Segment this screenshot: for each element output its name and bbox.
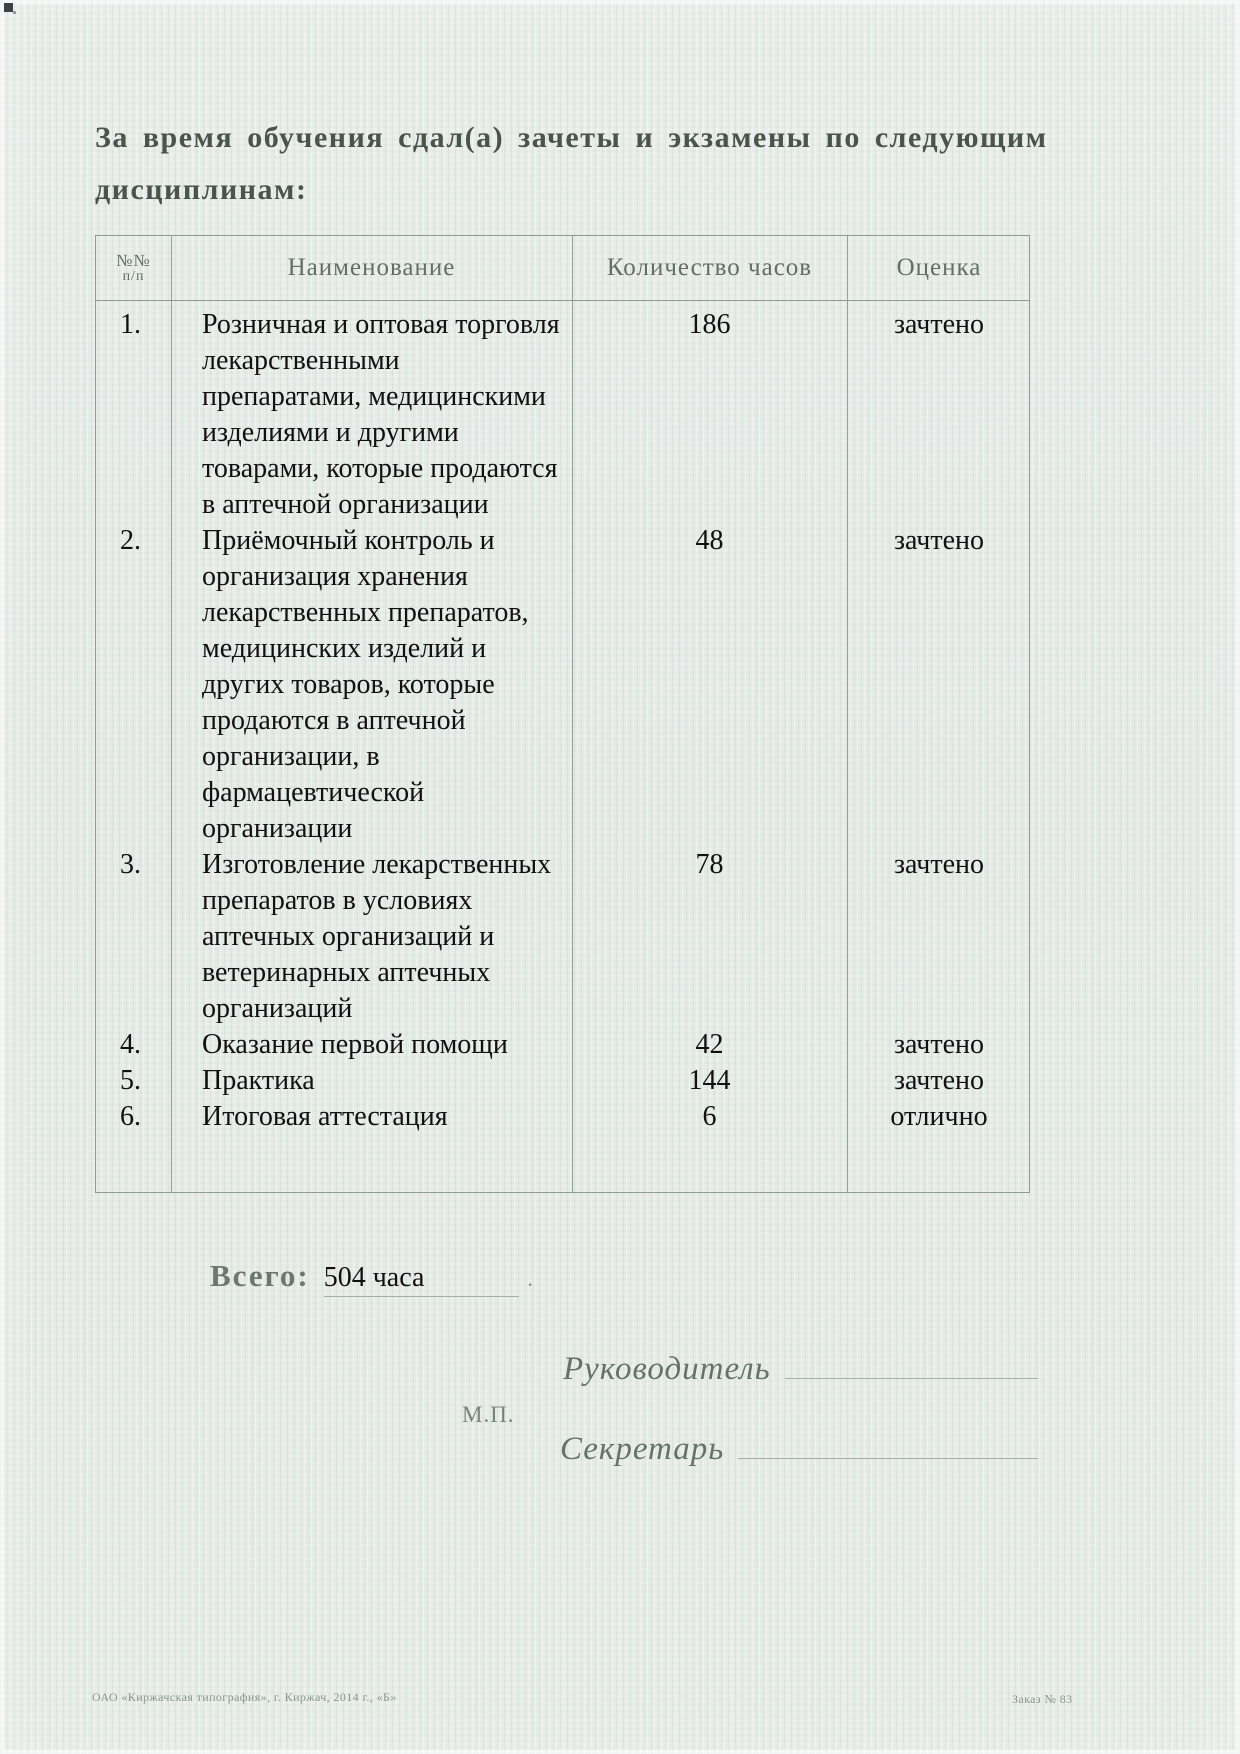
row-grade-cell: отлично [890,1101,988,1132]
row-hours-cell: 144 [688,1065,731,1096]
row-grade-cell: зачтено [893,309,985,340]
row-subject-cell: Оказание первой помощи [202,1029,508,1060]
total-row [210,1258,533,1297]
header-number [96,252,171,285]
total-value: 504 часа [324,1262,520,1297]
intro-text [95,112,1055,216]
row-number-cell: 1. [120,309,141,340]
secretary-label: Секретарь [560,1431,725,1467]
header-number-top: №№ [116,250,151,270]
row-hours-cell: 78 [695,849,724,880]
table-row [96,307,1029,523]
table-row [96,523,1029,847]
secretary-signature-row [560,1424,1038,1468]
row-subject-cell: Розничная и оптовая торговля лекарственными препаратами, медицинскими изделиями и другими товарами, которые продаются в аптечной организации [202,309,560,520]
row-number-cell: 4. [120,1029,141,1060]
row-number-cell: 6. [120,1101,141,1132]
header-name: Наименование [287,254,456,281]
total-label: Всего: [210,1258,310,1293]
total-end-mark: . [527,1266,533,1291]
table-body [96,300,1029,1135]
column-divider [847,236,848,1192]
header-number-bottom: п/п [122,268,145,284]
director-signature-line [785,1344,1038,1379]
table-row [96,1099,1029,1135]
row-subject-cell: Практика [202,1065,315,1096]
header-divider [96,300,1029,301]
row-subject-cell: Итоговая аттестация [202,1101,448,1132]
table-header-row [96,236,1029,300]
stamp-placeholder: М.П. [462,1402,515,1427]
table-row [96,1027,1029,1063]
row-subject-cell: Изготовление лекарственных препаратов в условиях аптечных организаций и ветеринарных аптечных организаций [202,849,552,1024]
row-grade-cell: зачтено [893,849,985,880]
director-signature-row [563,1344,1038,1388]
header-hours: Количество часов [606,254,813,281]
row-hours-cell: 48 [695,525,724,556]
table-row [96,1063,1029,1099]
row-subject-cell: Приёмочный контроль и организация хранения лекарственных препаратов, медицинских изделий и других товаров, которые продаются в аптечной организации, в фармацевтической организации [202,525,529,844]
row-grade-cell: зачтено [893,1029,985,1060]
header-grade: Оценка [896,254,982,281]
column-divider [171,236,172,1192]
row-hours-cell: 186 [688,309,731,340]
intro-line-2: дисциплинам: [95,173,308,206]
imprint-printer: ОАО «Киржачская типография», г. Киржач, 2014 г., «Б» [92,1690,397,1704]
row-hours-cell: 6 [702,1101,717,1132]
imprint-order: Заказ № 83 [1012,1692,1073,1706]
secretary-signature-line [738,1424,1038,1459]
column-divider [572,236,573,1192]
row-hours-cell: 42 [695,1029,724,1060]
table-row [96,847,1029,1027]
grades-table [95,235,1030,1193]
intro-line-1: За время обучения сдал(а) зачеты и экзамены по следующим [95,121,1048,154]
row-grade-cell: зачтено [893,525,985,556]
row-number-cell: 2. [120,525,141,556]
row-number-cell: 5. [120,1065,141,1096]
print-imprint [0,1690,1240,1710]
director-label: Руководитель [563,1351,771,1387]
row-number-cell: 3. [120,849,141,880]
scan-corner-mark [4,3,13,12]
row-grade-cell: зачтено [893,1065,985,1096]
